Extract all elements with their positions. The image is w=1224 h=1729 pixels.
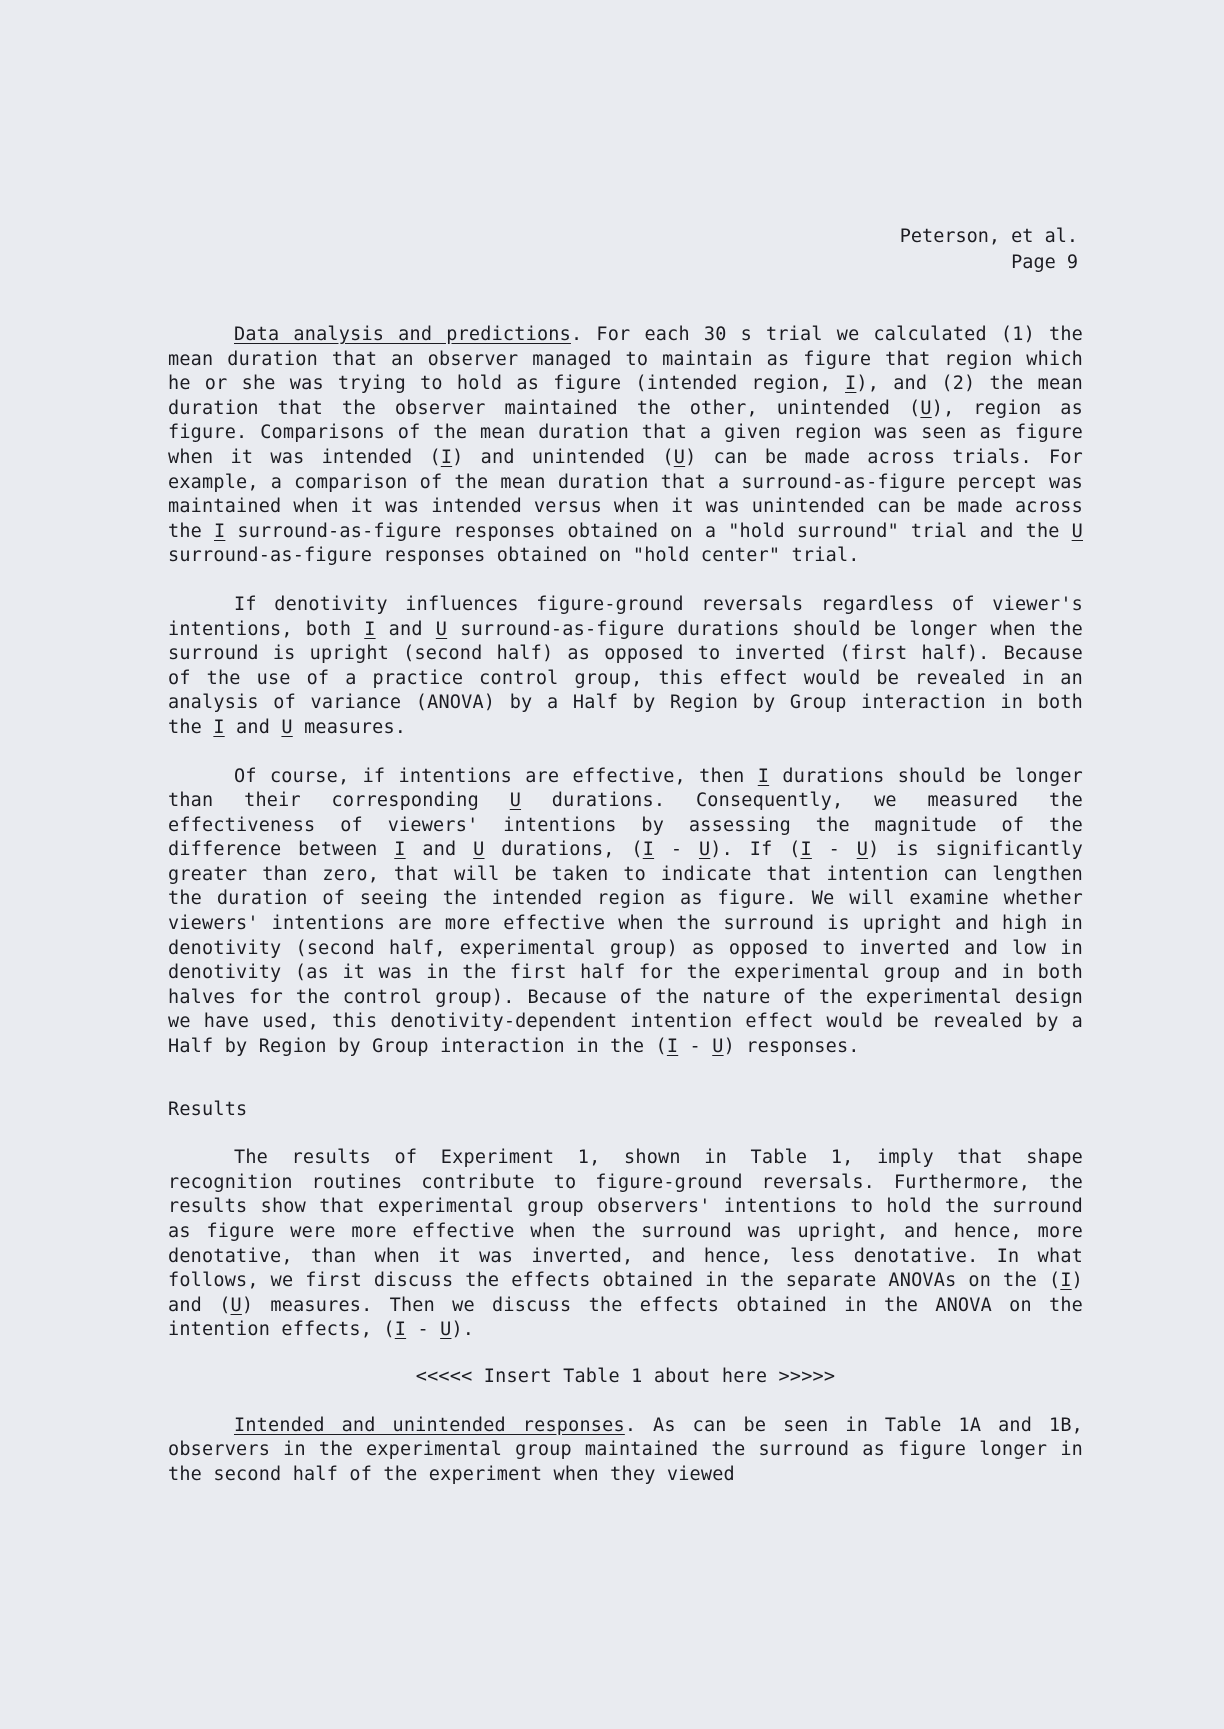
symbol-U: U bbox=[856, 839, 869, 861]
symbol-U: U bbox=[435, 618, 448, 640]
symbol-I: I bbox=[757, 765, 770, 787]
text-run: - bbox=[406, 1319, 441, 1341]
symbol-I: I bbox=[666, 1036, 679, 1058]
text-run: measures. bbox=[292, 716, 407, 738]
text-run: Of course, if intentions are effective, then bbox=[234, 765, 758, 787]
symbol-U: U bbox=[230, 1294, 242, 1316]
text-run: surround-as-figure responses obtained on a "hold surround" trial and the bbox=[225, 520, 1072, 542]
section-title-intended-unintended: Intended and unintended responses bbox=[234, 1414, 625, 1436]
symbol-U: U bbox=[712, 1036, 724, 1058]
section-title-data-analysis: Data analysis and predictions bbox=[234, 324, 571, 345]
text-run: ) is significantly greater than zero, that will be taken to indicate that intention can lengthen the duration of seeing the intended region as figure. We will examine whether viewers' intentions are more effective when the surround is upright and high in denotivity (second half, experimental group) as opposed to inverted and low in denotivity (as it was in the first half for the experimental group and in both halves for the control group). Because of the nature of the experimental design we have used, this denotivity-dependent intention effect would be revealed by a Half by Region by Group interaction in the ( bbox=[168, 839, 1083, 1058]
paragraph-results bbox=[168, 1146, 1083, 1343]
text-run: ) and unintended ( bbox=[452, 446, 674, 468]
text-run: . For each 30 s trial we calculated (1) the mean duration that an observer managed to maintain as figure that region which he or she was trying to hold as figure (intended region, bbox=[168, 324, 1083, 395]
text-run: The results of Experiment 1, shown in Table 1, imply that shape recognition routines contribute to figure-ground reversals. Furthermore, the results show that experimental group observers' intentions to hold the surround as figure were more effective when the surround was upright, and hence, more denotative, than when it was inverted, and hence, less denotative. In what follows, we first discuss the effects obtained in the separate ANOVAs on the ( bbox=[168, 1147, 1083, 1292]
running-header bbox=[900, 224, 1078, 276]
text-run: - bbox=[811, 839, 857, 861]
text-run: ) and ( bbox=[168, 1270, 1083, 1316]
page-number: Page 9 bbox=[1011, 252, 1078, 273]
symbol-U: U bbox=[473, 839, 485, 861]
text-run: and bbox=[224, 716, 282, 738]
paragraph-intended-unintended bbox=[168, 1414, 1083, 1488]
paragraph-data-analysis bbox=[168, 323, 1083, 569]
symbol-U: U bbox=[509, 790, 522, 812]
text-run: and bbox=[375, 618, 436, 640]
text-run: ). bbox=[451, 1319, 475, 1341]
text-run: durations. Consequently, we measured the effectiveness of viewers' intentions by assessing the magnitude of the difference between bbox=[168, 790, 1083, 861]
text-run: - bbox=[678, 1036, 713, 1058]
symbol-I: I bbox=[394, 1319, 407, 1341]
symbol-I: I bbox=[213, 716, 225, 738]
text-run: ), region as figure. Comparisons of the mean duration that a given region was seen as figure when it was intended ( bbox=[168, 397, 1083, 468]
text-run: and bbox=[405, 839, 474, 861]
symbol-I: I bbox=[642, 839, 655, 861]
symbol-I: I bbox=[214, 520, 226, 542]
symbol-U: U bbox=[440, 1319, 452, 1341]
symbol-I: I bbox=[364, 618, 376, 640]
text-run: If denotivity influences figure-ground reversals regardless of viewer's intentions, both bbox=[168, 593, 1083, 640]
symbol-I: I bbox=[845, 373, 857, 395]
symbol-I: I bbox=[800, 839, 812, 861]
text-run: durations, ( bbox=[484, 839, 643, 861]
paragraph-intentions bbox=[168, 765, 1083, 1060]
text-run: ), and (2) the mean duration that the observer maintained the other, unintended ( bbox=[168, 373, 1084, 419]
results-heading: Results bbox=[168, 1098, 248, 1120]
author-line: Peterson, et al. bbox=[899, 226, 1078, 247]
symbol-U: U bbox=[698, 839, 711, 861]
text-run: ) measures. Then we discuss the effects obtained in the ANOVA on the intention effects, ( bbox=[168, 1294, 1083, 1341]
text-run: durations should be longer than their corresponding bbox=[168, 765, 1083, 812]
text-run: ). If ( bbox=[710, 839, 801, 861]
symbol-U: U bbox=[920, 397, 932, 419]
text-run: . As can be seen in Table 1A and 1B, observers in the experimental group maintained the surround as figure longer in the second half of the experiment when they viewed bbox=[168, 1414, 1083, 1485]
symbol-U: U bbox=[673, 446, 686, 468]
document-body bbox=[168, 323, 1083, 1511]
text-run: ) can be made across trials. For example, a comparison of the mean duration that a surround-as-figure percept was maintained when it was intended versus when it was unintended can be made across the bbox=[168, 446, 1083, 542]
symbol-I: I bbox=[394, 839, 406, 861]
symbol-I: I bbox=[1060, 1270, 1072, 1292]
paragraph-denotivity bbox=[168, 593, 1083, 741]
text-run: - bbox=[654, 839, 699, 861]
text-run: surround-as-figure durations should be longer when the surround is upright (second half) as opposed to inverted (first half). Because of the use of a practice control group, this effect would be revealed in an analysis of variance (ANOVA) by a Half by Region by Group interaction in both the bbox=[168, 618, 1083, 738]
symbol-U: U bbox=[1071, 520, 1083, 542]
symbol-I: I bbox=[440, 446, 453, 468]
symbol-U: U bbox=[281, 716, 293, 738]
insert-table-note: <<<<< Insert Table 1 about here >>>>> bbox=[415, 1365, 836, 1387]
text-run: surround-as-figure responses obtained on "hold center" trial. bbox=[168, 545, 860, 567]
text-run: ) responses. bbox=[723, 1036, 860, 1058]
